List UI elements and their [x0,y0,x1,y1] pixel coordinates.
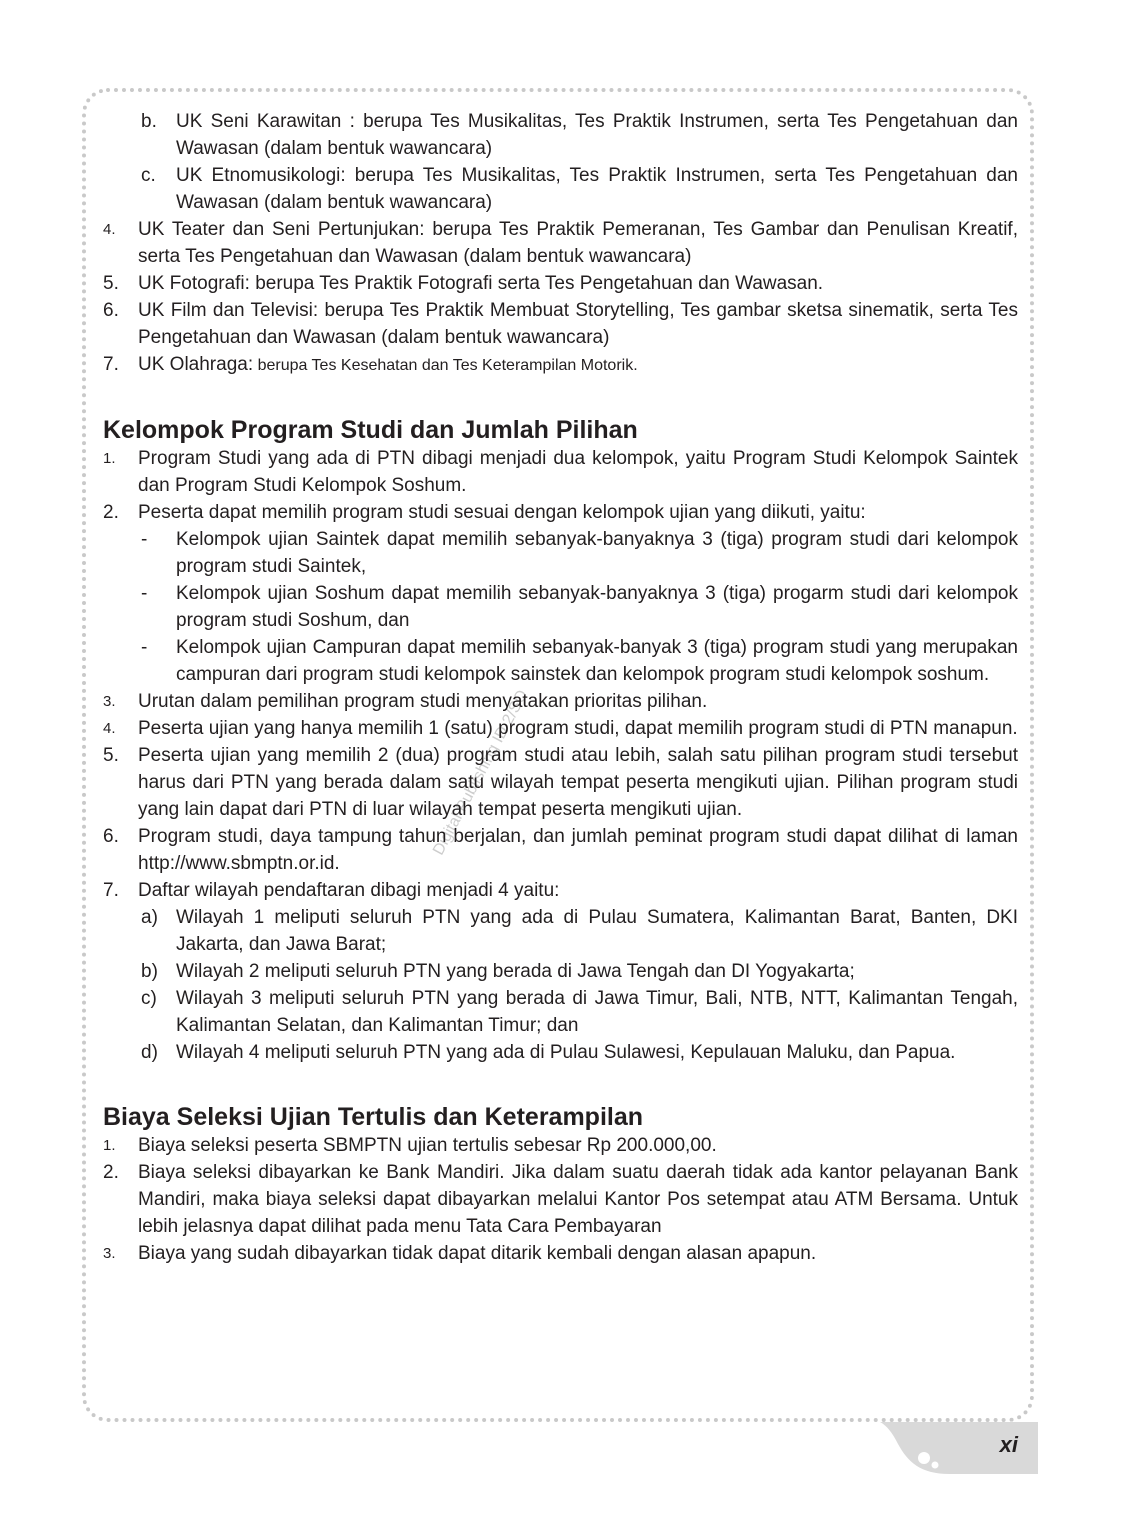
list-item [103,1240,1018,1267]
list-item-number: c. [141,165,156,186]
list-item-text: Peserta ujian yang hanya memilih 1 (satu) program studi, dapat memilih program studi di PTN manapun. [138,718,1018,739]
list-item [103,985,1018,1039]
list-item-number: - [141,583,148,604]
list-item [103,445,1018,499]
list-item [103,742,1018,823]
list-item [103,634,1018,688]
list-item [103,1039,1018,1066]
list-item-text: UK Teater dan Seni Pertunjukan: berupa Tes Praktik Pemeranan, Tes Gambar dan Penulisan Kreatif, serta Tes Pengetahuan dan Wawasan (dalam bentuk wawancara) [138,219,1018,267]
list-item-text: Wilayah 2 meliputi seluruh PTN yang berada di Jawa Tengah dan DI Yogyakarta; [176,961,855,982]
list-item-number: b. [141,111,157,132]
list-item-number: a) [141,907,158,928]
list-item-text: UK Film dan Televisi: berupa Tes Praktik Membuat Storytelling, Tes gambar sketsa sinematik, serta Tes Pengetahuan dan Wawasan (dalam bentuk wawancara) [138,300,1018,348]
list-item-text: Wilayah 3 meliputi seluruh PTN yang berada di Jawa Timur, Bali, NTB, NTT, Kalimantan Tengah, Kalimantan Selatan, dan Kalimantan Timur; dan [176,988,1018,1036]
list-item-text: UK Seni Karawitan : berupa Tes Musikalitas, Tes Praktik Instrumen, serta Tes Pengetahuan dan Wawasan (dalam bentuk wawancara) [176,111,1018,159]
list-item [103,499,1018,526]
list-item-text: Peserta ujian yang memilih 2 (dua) program studi atau lebih, salah satu pilihan program studi tersebut harus dari PTN yang berada dalam satu wilayah tempat peserta mengikuti ujian. Pilihan program studi yang lain dapat dari PTN di luar wilayah tempat peserta mengikuti ujian. [138,745,1018,820]
list-item-number: b) [141,961,158,982]
list-item-text: Biaya seleksi peserta SBMPTN ujian tertulis sebesar Rp 200.000,00. [138,1135,717,1156]
section-list-biaya [103,1132,1018,1267]
list-item-number: 6. [103,826,119,847]
list-item-number: - [141,529,148,550]
list-item-text: UK Etnomusikologi: berupa Tes Musikalitas, Tes Praktik Instrumen, serta Tes Pengetahuan dan Wawasan (dalam bentuk wawancara) [176,165,1018,213]
list-item-text: Wilayah 4 meliputi seluruh PTN yang ada di Pulau Sulawesi, Kepulauan Maluku, dan Papua. [176,1042,956,1063]
list-item-number: - [141,637,148,658]
list-item-text: Urutan dalam pemilihan program studi menyatakan prioritas pilihan. [138,691,708,712]
list-item-number: 1. [103,450,116,467]
list-item [103,216,1018,270]
list-item-number: 7. [103,880,119,901]
page-number: xi [999,1432,1018,1457]
section-title-biaya: Biaya Seleksi Ujian Tertulis dan Keterampilan [103,1103,644,1131]
list-item-number: 6. [103,300,119,321]
list-item [103,688,1018,715]
list-item-number: 5. [103,745,119,766]
top-list [103,108,1018,379]
list-item-number: 3. [103,693,116,710]
list-item [103,526,1018,580]
list-item-number: c) [141,988,157,1009]
list-item-number: 3. [103,1245,116,1262]
list-item-text: Wilayah 1 meliputi seluruh PTN yang ada di Pulau Sumatera, Kalimantan Barat, Banten, DKI Jakarta, dan Jawa Barat; [176,907,1018,955]
list-item-text: UK Fotografi: berupa Tes Praktik Fotografi serta Tes Pengetahuan dan Wawasan. [138,273,824,294]
list-item-number: 5. [103,273,119,294]
list-item [103,877,1018,904]
list-item-number: d) [141,1042,158,1063]
list-item [103,162,1018,216]
list-item [103,958,1018,985]
list-item-text: Kelompok ujian Saintek dapat memilih sebanyak-banyaknya 3 (tiga) program studi dari kelompok program studi Saintek, [176,529,1018,577]
list-item-number: 2. [103,502,119,523]
list-item-text: Program Studi yang ada di PTN dibagi menjadi dua kelompok, yaitu Program Studi Kelompok Saintek dan Program Studi Kelompok Soshum. [138,448,1018,496]
list-item-text: UK Olahraga: [138,354,254,375]
list-item-text: Kelompok ujian Campuran dapat memilih sebanyak-banyak 3 (tiga) program studi yang merupakan campuran dari program studi kelompok sainstek dan kelompok program studi kelompok soshum. [176,637,1018,685]
list-item-text: Program studi, daya tampung tahun berjalan, dan jumlah peminat program studi dapat dilihat di laman http://www.sbmptn.or.id. [138,826,1018,874]
page-content [103,108,1018,1267]
list-item-number: 1. [103,1137,116,1154]
list-item [103,108,1018,162]
list-item-text: Biaya seleksi dibayarkan ke Bank Mandiri. Jika dalam suatu daerah tidak ada kantor pelayanan Bank Mandiri, maka biaya seleksi dapat dibayarkan melalui Kantor Pos setempat atau ATM Bersama. Untuk lebih jelasnya dapat dilihat pada menu Tata Cara Pembayaran [138,1162,1018,1237]
list-item-number: 2. [103,1162,119,1183]
list-item [103,1159,1018,1240]
list-item [103,351,1018,379]
section-list-kelompok [103,445,1018,1066]
list-item-number: 4. [103,720,116,737]
list-item [103,1132,1018,1159]
list-item [103,715,1018,742]
list-item-text-small: berupa Tes Kesehatan dan Tes Keterampilan Motorik. [253,357,638,374]
list-item [103,580,1018,634]
list-item-text: Kelompok ujian Soshum dapat memilih sebanyak-banyaknya 3 (tiga) progarm studi dari kelompok program studi Soshum, dan [176,583,1018,631]
page-number-tab [880,1422,1038,1474]
watermark: Digital Publishing ID 2/SO [430,687,532,858]
list-item-text: Biaya yang sudah dibayarkan tidak dapat ditarik kembali dengan alasan apapun. [138,1243,817,1264]
list-item-text: Daftar wilayah pendaftaran dibagi menjadi 4 yaitu: [138,880,560,901]
list-item-number: 7. [103,354,119,375]
list-item [103,270,1018,297]
list-item [103,823,1018,877]
list-item-number: 4. [103,221,116,238]
list-item [103,297,1018,351]
section-title-kelompok: Kelompok Program Studi dan Jumlah Pilihan [103,416,638,444]
list-item [103,904,1018,958]
list-item-text: Peserta dapat memilih program studi sesuai dengan kelompok ujian yang diikuti, yaitu: [138,502,866,523]
